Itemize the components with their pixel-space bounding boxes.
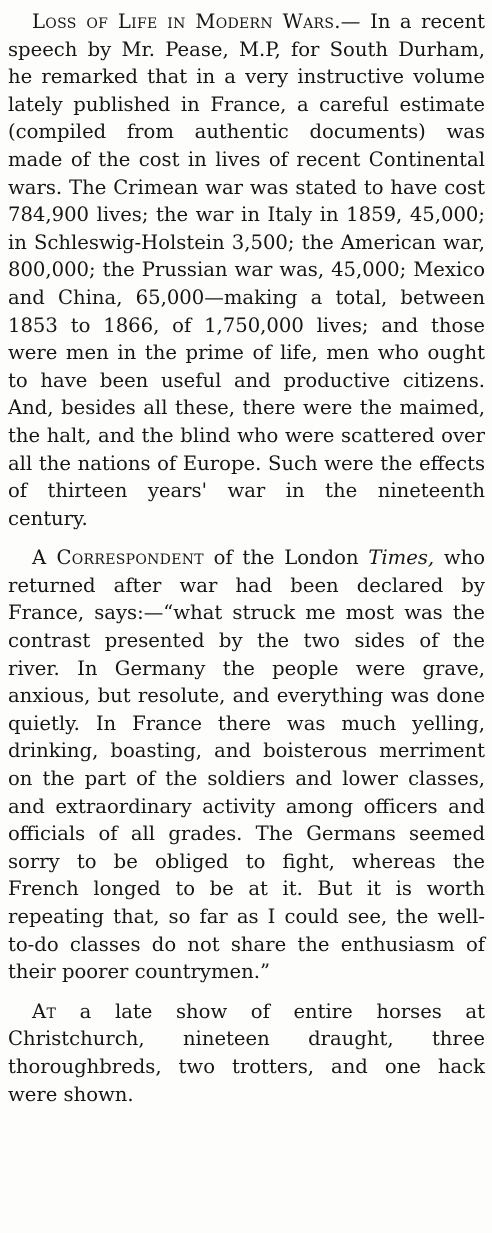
article-heading: At [32,999,57,1023]
article-body-rest: who returned after war had been declared by France, says:—“what struck me most was the contrast presented by the two sides of the river. In Germany the people were grave, anxious, but resolute, and everything was done quietly. In France there was much yelling, drinking, boasting, and boisterous merriment on the part of the soldiers and lower classes, and extraordinary activity among officers and officials of all grades. The Germans seemed sorry to be obliged to fight, whereas the French longed to be at it. But it is worth repeating that, so far as I could see, the well-to-do classes do not share the enthusiasm of their poorer countrymen.” [8,546,486,984]
article-heading: Loss of Life in Modern Wars.— [32,10,361,33]
newspaper-title: Times, [368,546,435,570]
article-horse-show [8,998,485,1108]
article-body: In a recent speech by Mr. Pease, M.P, for South Durham, he remarked that in a very instructive volume lately published in France, a careful estimate (compiled from authentic documents) was made of the cost in lives of recent Continental wars. The Crimean war was stated to have cost 784,900 lives; the war in Italy in 1859, 45,000; in Schleswig-Holstein 3,500; the American war, 800,000; the Prussian war was, 45,000; Mexico and China, 65,000—making a total, between 1853 to 1866, of 1,750,000 lives; and those were men in the prime of life, men who ought to have been useful and productive citizens. And, besides all these, there were the maimed, the halt, and the blind who were scattered over all the nations of Europe. Such were the effects of thirteen years' war in the nineteenth century. [8,10,485,530]
article-body: a late show of entire horses at Christchurch, nineteen draught, three thoroughbreds, two trotters, and one hack were shown. [8,999,485,1106]
article-heading: A Correspondent [32,546,204,570]
article-loss-of-life [8,8,485,532]
article-body-start: of the London [203,546,369,570]
article-correspondent [8,544,485,986]
